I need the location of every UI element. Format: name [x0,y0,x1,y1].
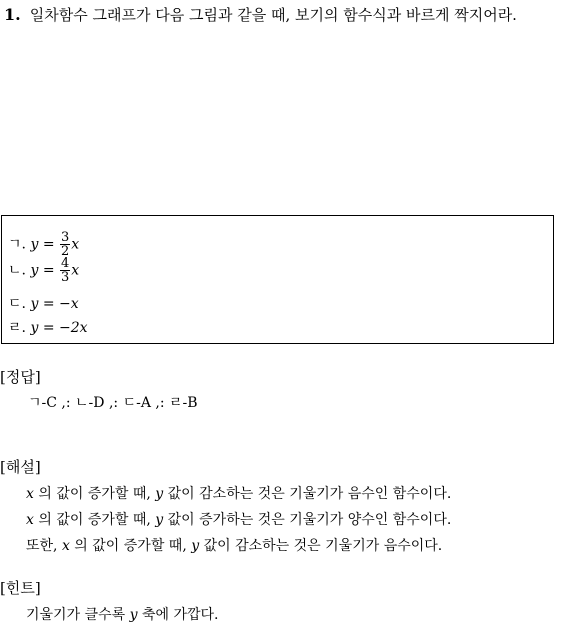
fraction [60,257,70,284]
option-4 [8,317,88,337]
option-expr: −x [59,296,79,312]
option-label: ㄹ. [8,320,26,336]
option-1 [8,231,79,258]
explanation-line-1 [26,483,451,503]
fraction [60,231,70,258]
line-middle: 의 값이 증가할 때, [33,512,156,528]
question-number: 1. [4,5,21,24]
option-eq: = [42,296,55,312]
option-label: ㄱ. [8,236,26,253]
var-x: x [26,486,34,502]
var-x: x [61,538,70,554]
var-y: y [191,538,200,554]
denominator: 2 [61,244,70,259]
option-label: ㄷ. [8,296,26,312]
var-y: y [155,512,164,528]
line-middle: 의 값이 증가할 때, [33,486,156,502]
option-2 [8,257,79,284]
options-box [1,215,554,344]
option-eq: = [42,236,55,253]
answer-text: ㄱ-C ,: ㄴ-D ,: ㄷ-A ,: ㄹ-B [28,395,198,411]
option-lhs: y [30,262,39,279]
line-suffix: 값이 증가하는 것은 기울기가 양수인 함수이다. [163,512,452,528]
line-suffix: 값이 감소하는 것은 기울기가 음수이다. [199,538,443,554]
option-label: ㄴ. [8,262,26,279]
var-x: x [26,512,34,528]
option-3 [8,293,79,313]
option-eq: = [42,262,55,279]
numerator: 3 [61,230,70,245]
hint-header: [힌트] [0,579,41,597]
option-var: x [71,262,80,279]
var-y: y [129,607,138,623]
denominator: 3 [61,270,70,285]
var-y: y [155,486,164,502]
explanation-line-3 [26,535,442,555]
numerator: 4 [61,256,70,271]
option-expr: −2x [59,320,88,336]
option-var: x [71,236,80,253]
option-lhs: y [30,320,39,336]
hint-prefix: 기울기가 클수록 [26,607,130,623]
line-suffix: 값이 감소하는 것은 기울기가 음수인 함수이다. [163,486,452,502]
option-lhs: y [30,296,39,312]
question-text: 일차함수 그래프가 다음 그림과 같을 때, 보기의 함수식과 바르게 짝지어라. [29,6,517,24]
explanation-header: [해설] [0,458,41,476]
question [4,4,517,25]
line-prefix: 또한, [26,538,62,554]
hint-suffix: 축에 가깝다. [137,607,219,623]
option-eq: = [42,320,55,336]
hint-text [26,604,218,624]
answer-header: [정답] [0,368,41,386]
explanation-line-2 [26,509,451,529]
line-middle: 의 값이 증가할 때, [69,538,192,554]
option-lhs: y [30,236,39,253]
